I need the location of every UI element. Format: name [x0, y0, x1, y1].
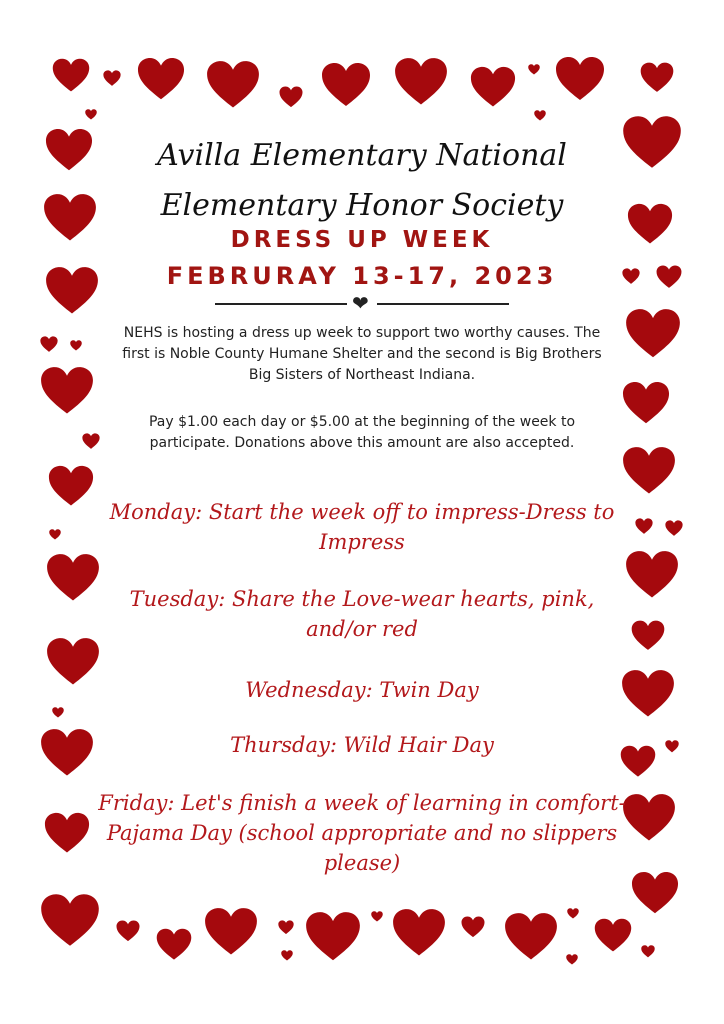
- event-dates: FEBRURAY 13-17, 2023: [166, 262, 558, 290]
- subtitle: DRESS UP WEEK: [230, 227, 494, 253]
- schedule-wednesday: Wednesday: Twin Day: [245, 678, 479, 702]
- heart-icon: ❤: [352, 291, 369, 315]
- schedule-thursday: Thursday: Wild Hair Day: [230, 733, 494, 757]
- schedule-tuesday: Tuesday: Share the Love-wear hearts, pink, and/or red: [129, 587, 595, 641]
- divider-line-right: [377, 303, 509, 305]
- divider-line-left: [215, 303, 347, 305]
- schedule-friday: Friday: Let's finish a week of learning in comfort-Pajama Day (school appropriate and no slippers please): [98, 791, 626, 875]
- title-line-1: Avilla Elementary National: [157, 138, 567, 173]
- title-line-2: Elementary Honor Society: [160, 188, 564, 223]
- intro-paragraph-2: Pay $1.00 each day or $5.00 at the beginning of the week to participate. Donations above this amount are also accepted.: [148, 414, 576, 451]
- divider: [215, 291, 509, 315]
- schedule-monday: Monday: Start the week off to impress-Dress to Impress: [109, 500, 615, 554]
- intro-paragraph-1: NEHS is hosting a dress up week to support two worthy causes. The first is Noble County Humane Shelter and the second is Big Brothers Big Sisters of Northeast Indiana.: [122, 325, 602, 383]
